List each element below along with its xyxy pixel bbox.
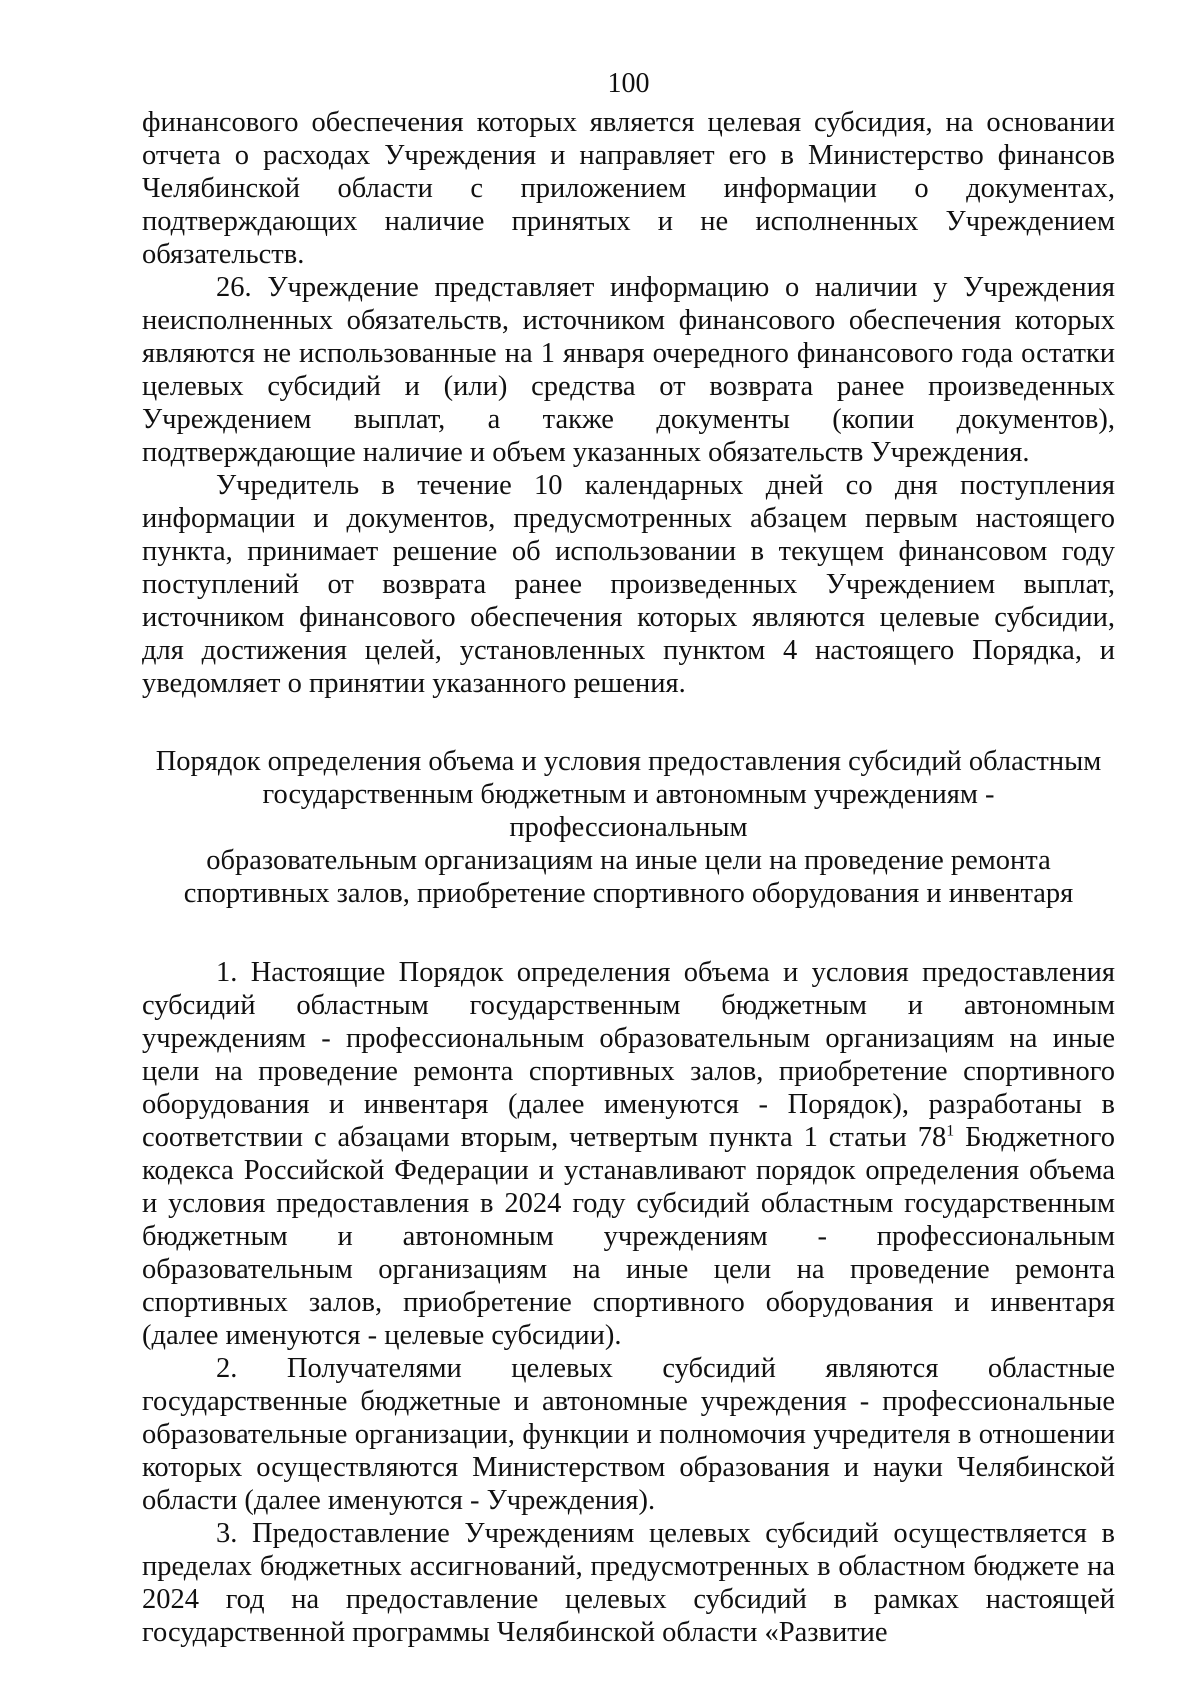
section-title-line: спортивных залов, приобретение спортивного оборудования и инвентаря (183, 878, 1074, 909)
paragraph-founder-decision: Учредитель в течение 10 календарных дней со дня поступления информации и документов, предусмотренных абзацем первым настоящего пункта, принимает решение об использовании в текущем финансовом году поступлений от возврата ранее произведенных Учреждением выплат, источником финансового обеспечения которых являются целевые субсидии, для достижения целей, установленных пунктом 4 настоящего Порядка, и уведомляет о принятии указанного решения. (142, 470, 1115, 699)
superscript-mark: 1 (946, 1122, 955, 1140)
paragraph-item-2: 2. Получателями целевых субсидий являются областные государственные бюджетные и автономные учреждения - профессиональные образовательные организации, функции и полномочия учредителя в отношении которых осуществляются Министерством образования и науки Челябинской области (далее именуются - Учреждения). (142, 1353, 1115, 1516)
paragraph-item-26: 26. Учреждение представляет информацию о наличии у Учреждения неисполненных обязательств, источником финансового обеспечения которых являются не использованные на 1 января очередного финансового года остатки целевых субсидий и (или) средства от возврата ранее произведенных Учреждением выплат, а также документы (копии документов), подтверждающие наличие и объем указанных обязательств Учреждения. (142, 272, 1115, 468)
section-title-line: государственным бюджетным и автономным учреждениям - профессиональным (262, 779, 995, 843)
paragraph-continuation: финансового обеспечения которых является целевая субсидия, на основании отчета о расходах Учреждения и направляет его в Министерство финансов Челябинской области с приложением информации о документах, подтверждающих наличие принятых и не исполненных Учреждением обязательств. (142, 107, 1115, 270)
paragraph-item-1 (142, 956, 1115, 1352)
section-title (142, 745, 1115, 910)
section-title-line: образовательным организациям на иные цели на проведение ремонта (206, 845, 1051, 876)
paragraph-item-1-text: 1. Настоящие Порядок определения объема и условия предоставления субсидий областным государственным бюджетным и автономным учреждениям - профессиональным образовательным организациям на иные цели на проведение ремонта спортивных залов, приобретение спортивного оборудования и инвентаря (далее именуются - Порядок), разработаны в соответствии с абзацами вторым, четвертым пункта 1 статьи 78 (142, 957, 1115, 1153)
paragraph-item-3: 3. Предоставление Учреждениям целевых субсидий осуществляется в пределах бюджетных ассигнований, предусмотренных в областном бюджете на 2024 год на предоставление целевых субсидий в рамках настоящей государственной программы Челябинской области «Развитие (142, 1518, 1115, 1648)
section-title-line: Порядок определения объема и условия предоставления субсидий областным (155, 746, 1102, 777)
document-page (142, 68, 1115, 1649)
page-number: 100 (607, 68, 650, 99)
paragraph-item-1-text-continued: Бюджетного кодекса Российской Федерации и устанавливают порядок определения объема и условия предоставления в 2024 году субсидий областным государственным бюджетным и автономным учреждениям - профессиональным образовательным организациям на иные цели на проведение ремонта спортивных залов, приобретение спортивного оборудования и инвентаря (далее именуются - целевые субсидии). (142, 1122, 1115, 1351)
